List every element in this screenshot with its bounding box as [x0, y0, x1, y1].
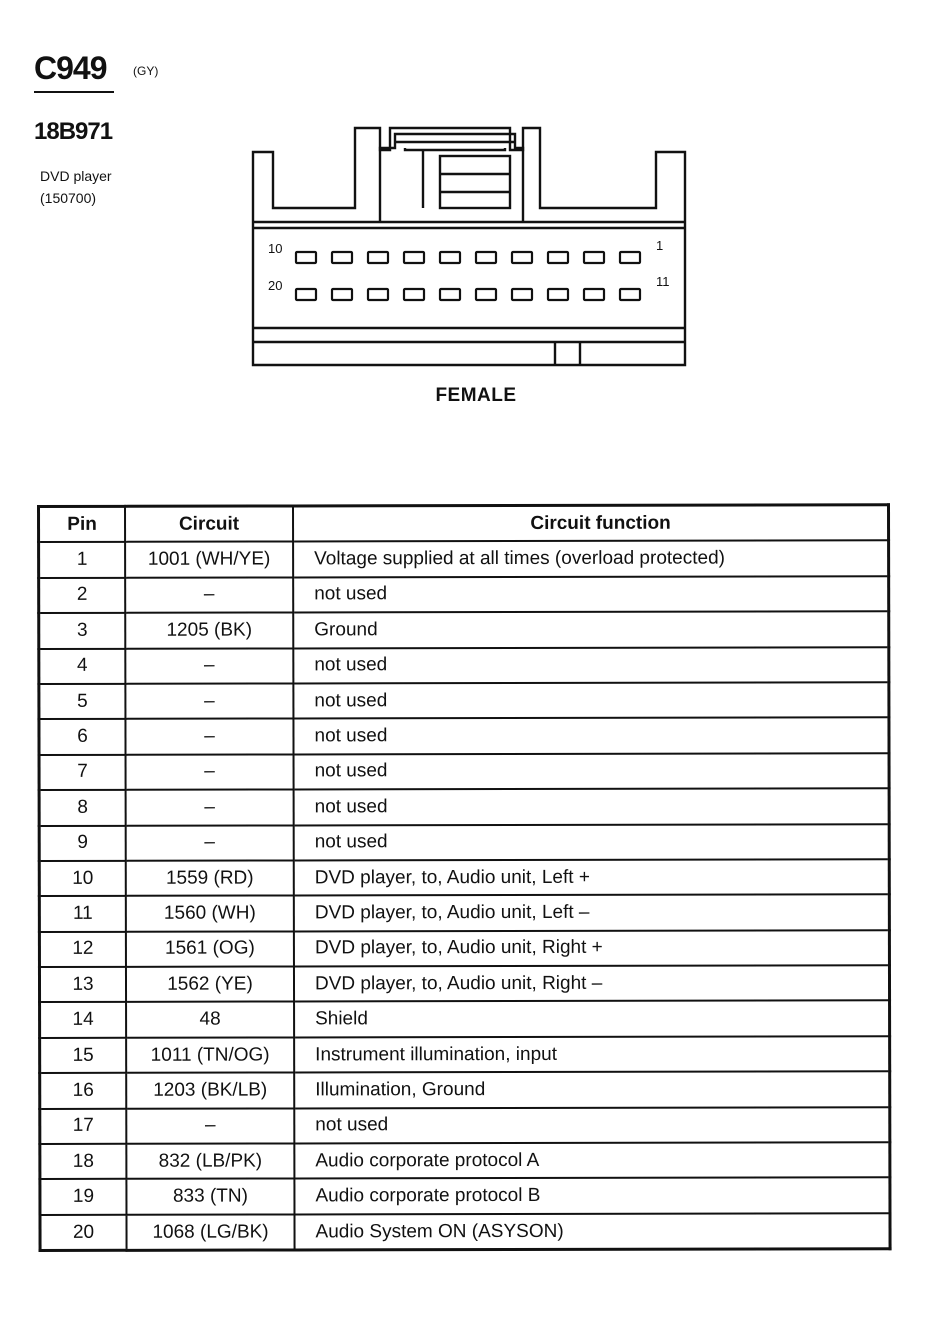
part-number: 18B971	[34, 118, 113, 145]
header-circuit-function: Circuit function	[293, 505, 889, 542]
table-row	[39, 859, 889, 896]
circuit-function-cell: Instrument illumination, input	[294, 1036, 890, 1073]
circuit-cell: 48	[126, 1002, 294, 1038]
circuit-function-cell: not used	[294, 788, 890, 825]
pin-cell: 3	[39, 613, 126, 649]
pin-label-1: 1	[656, 238, 664, 253]
circuit-function-cell: Audio corporate protocol A	[294, 1142, 890, 1179]
table-row	[40, 1071, 890, 1108]
circuit-function-cell: Voltage supplied at all times (overload protected)	[293, 541, 889, 578]
connector-housing-outline	[253, 128, 685, 365]
table-row	[39, 682, 889, 719]
circuit-cell: 1001 (WH/YE)	[125, 542, 293, 578]
connector-id: C949	[34, 50, 107, 86]
table-row	[40, 1036, 890, 1073]
table-row	[39, 824, 889, 861]
table-row	[39, 611, 889, 648]
pin-cell: 4	[39, 648, 126, 684]
pin-cell: 11	[39, 896, 126, 932]
pin-cell: 19	[40, 1179, 127, 1215]
pin-label-11: 11	[656, 274, 670, 289]
circuit-function-cell: Ground	[293, 611, 889, 648]
circuit-function-cell: not used	[294, 753, 890, 790]
table-row	[39, 965, 889, 1002]
circuit-function-cell: Audio System ON (ASYSON)	[294, 1213, 890, 1250]
table-row	[40, 1178, 890, 1215]
table-row	[39, 788, 889, 825]
pin-cell: 16	[40, 1073, 127, 1109]
table-body	[39, 541, 890, 1251]
table-row	[39, 753, 889, 790]
pin-cell: 7	[39, 755, 126, 791]
table-row	[40, 1213, 890, 1251]
table-row	[39, 647, 889, 684]
circuit-cell: –	[126, 1108, 294, 1144]
table-row	[39, 895, 889, 932]
pin-row-bottom	[296, 289, 640, 300]
table-row	[40, 1107, 890, 1144]
circuit-cell: 1068 (LG/BK)	[126, 1214, 294, 1250]
circuit-cell: 1559 (RD)	[126, 860, 294, 896]
pin-cell: 10	[39, 861, 126, 897]
connector-gender-label: FEMALE	[435, 385, 517, 406]
connector-face-diagram	[240, 120, 700, 380]
circuit-function-cell: not used	[294, 824, 890, 861]
circuit-cell: 832 (LB/PK)	[126, 1143, 294, 1179]
circuit-cell: –	[126, 825, 294, 861]
circuit-function-cell: not used	[293, 647, 889, 684]
pin-cell: 15	[40, 1038, 127, 1074]
pin-cell: 5	[39, 684, 126, 720]
circuit-cell: –	[126, 790, 294, 826]
pin-cell: 13	[39, 967, 126, 1003]
component-name: DVD player	[40, 168, 112, 184]
circuit-function-cell: DVD player, to, Audio unit, Right –	[294, 965, 890, 1002]
circuit-cell: –	[125, 683, 293, 719]
circuit-function-cell: Shield	[294, 1001, 890, 1038]
circuit-cell: –	[125, 648, 293, 684]
pin-cell: 9	[39, 825, 126, 861]
circuit-cell: 1205 (BK)	[125, 613, 293, 649]
table-row	[39, 718, 889, 755]
pin-cell: 2	[39, 578, 126, 614]
circuit-function-cell: not used	[293, 576, 889, 613]
pin-label-20: 20	[268, 278, 283, 293]
pin-cell: 18	[40, 1144, 127, 1180]
table-row	[39, 541, 889, 578]
pin-cell: 12	[39, 932, 126, 968]
table-row	[39, 930, 889, 967]
circuit-cell: –	[126, 754, 294, 790]
circuit-cell: –	[125, 577, 293, 613]
circuit-cell: 1560 (WH)	[126, 896, 294, 932]
circuit-cell: 1203 (BK/LB)	[126, 1073, 294, 1109]
circuit-function-cell: not used	[293, 682, 889, 719]
header-circuit: Circuit	[125, 506, 293, 542]
circuit-function-cell: DVD player, to, Audio unit, Right +	[294, 930, 890, 967]
circuit-function-cell: Illumination, Ground	[294, 1071, 890, 1108]
circuit-function-cell: not used	[293, 718, 889, 755]
pin-assignment-table	[37, 503, 892, 1252]
circuit-function-cell: not used	[294, 1107, 890, 1144]
circuit-cell: 1562 (YE)	[126, 967, 294, 1003]
component-code: (150700)	[40, 190, 97, 206]
circuit-function-cell: DVD player, to, Audio unit, Left –	[294, 895, 890, 932]
circuit-cell: 1011 (TN/OG)	[126, 1037, 294, 1073]
circuit-function-cell: Audio corporate protocol B	[294, 1178, 890, 1215]
table-row	[40, 1142, 890, 1179]
connector-color: (GY)	[133, 64, 159, 78]
pin-cell: 6	[39, 719, 126, 755]
circuit-cell: –	[125, 719, 293, 755]
pin-cell: 8	[39, 790, 126, 826]
pin-cell: 1	[39, 542, 126, 578]
pin-cell: 17	[40, 1108, 127, 1144]
circuit-cell: 833 (TN)	[126, 1179, 294, 1215]
table-row	[39, 576, 889, 613]
circuit-cell: 1561 (OG)	[126, 931, 294, 967]
pin-cell: 20	[40, 1215, 127, 1251]
header-pin: Pin	[39, 506, 126, 542]
table-header-row	[39, 505, 889, 543]
pin-cell: 14	[40, 1002, 127, 1038]
pin-row-top	[296, 252, 640, 263]
title-underline	[34, 91, 114, 93]
pin-label-10: 10	[268, 241, 283, 256]
circuit-function-cell: DVD player, to, Audio unit, Left +	[294, 859, 890, 896]
table-row	[40, 1001, 890, 1038]
